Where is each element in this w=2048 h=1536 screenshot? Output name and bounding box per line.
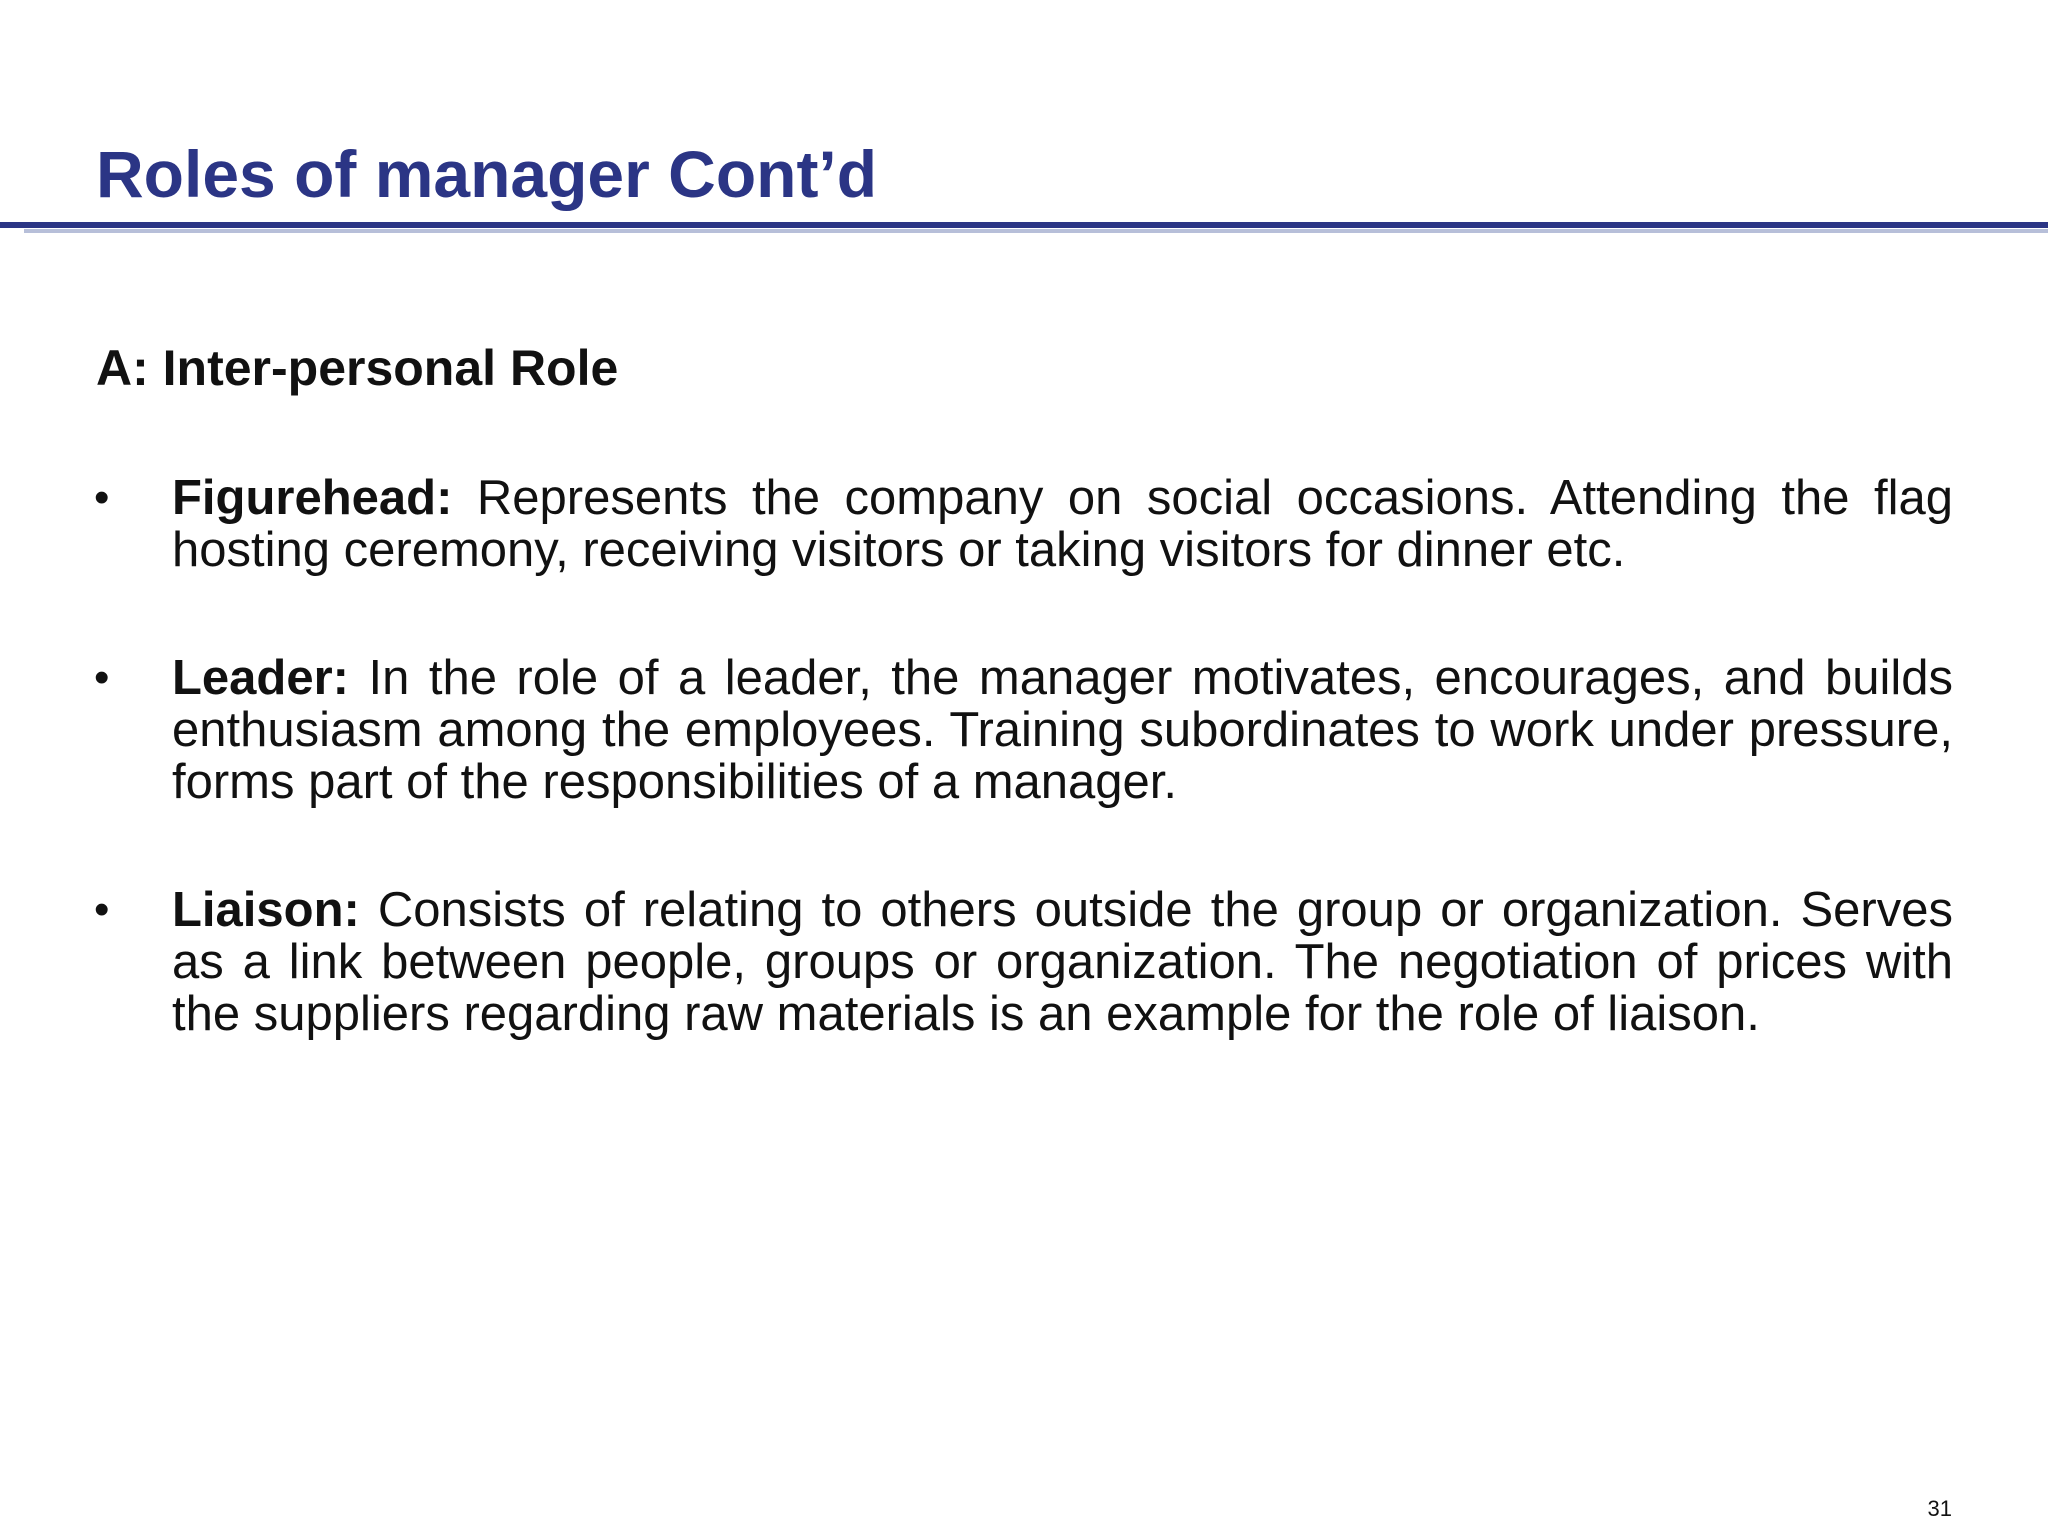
bullet-item-leader (0, 652, 1953, 808)
bullet-item-figurehead (0, 472, 1953, 576)
bullet-term: Liaison: (172, 883, 378, 937)
bullet-item-liaison (0, 884, 1953, 1040)
section-heading: A: Inter-personal Role (96, 340, 619, 396)
bullet-term: Figurehead: (172, 471, 477, 525)
slide-title: Roles of manager Cont’d (96, 137, 878, 211)
bullet-icon: • (94, 885, 110, 934)
bullet-text: In the role of a leader, the manager motivates, encourages, and builds enthusiasm among the employees. Training subordinates to work under pressure, forms part of the responsibilities of a manager. (172, 651, 1953, 809)
title-underline (0, 222, 2048, 228)
title-underline-shadow (24, 229, 2048, 233)
bullet-icon: • (94, 653, 110, 702)
bullet-term: Leader: (172, 651, 369, 705)
page-number: 31 (1927, 1496, 1952, 1521)
bullet-text: Represents the company on social occasions. Attending the flag hosting ceremony, receiving visitors or taking visitors for dinner etc. (172, 471, 1953, 577)
bullet-icon: • (94, 473, 110, 522)
bullet-text: Consists of relating to others outside the group or organization. Serves as a link between people, groups or organization. The negotiation of prices with the suppliers regarding raw materials is an example for the role of liaison. (172, 883, 1953, 1041)
bullet-list (0, 472, 2048, 1116)
